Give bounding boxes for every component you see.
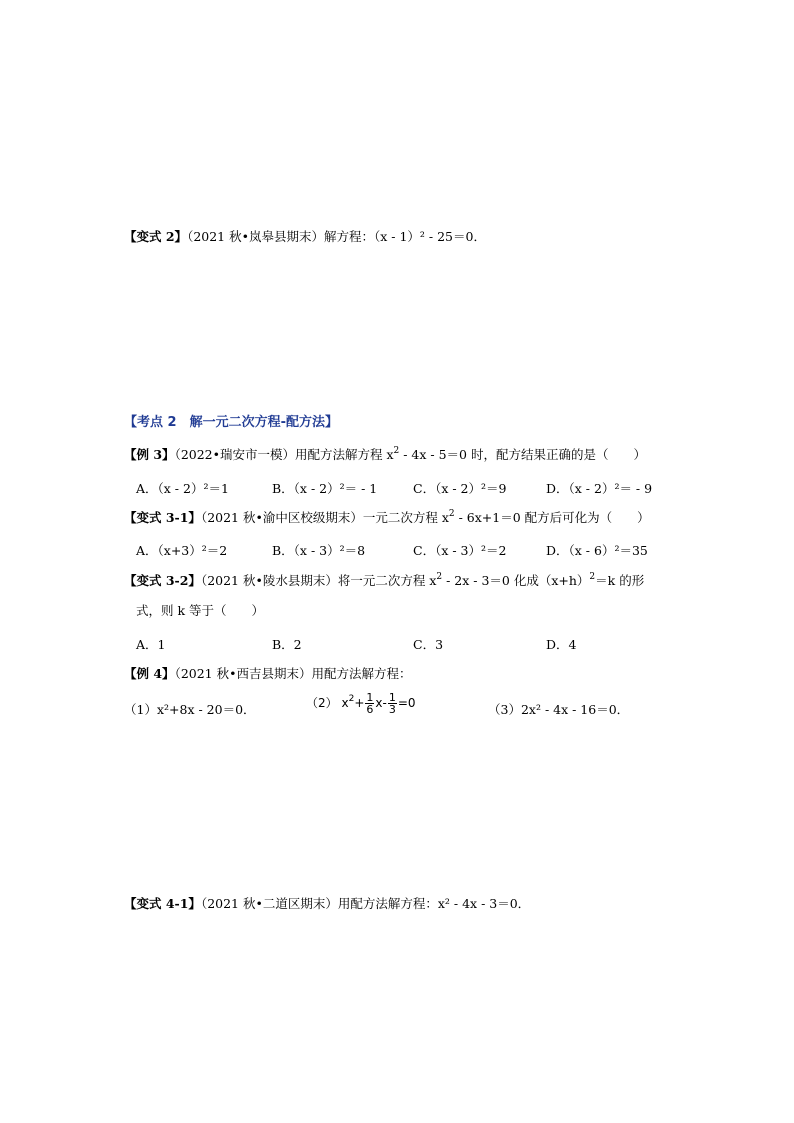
variant-4-1-question [124,896,530,912]
example-4-part-2-x-minus: x- [375,696,387,710]
fraction-one-sixth: $\frac{1}{6}$ [366,691,374,716]
fraction-one-third: $\frac{1}{3}$ [388,691,396,716]
example-3-source: （2022•瑞安市一模） [174,447,295,462]
variant-3-2-text-c: ＝k 的形 [595,573,645,588]
example-4-part-3: （3）2x² - 4x - 16＝0． [488,702,630,717]
example-4-part-2-x: x [341,696,349,710]
variant-3-2-source: （2021 秋•陵水县期末） [200,573,338,588]
example-3-question: 【例 3】（2022•瑞安市一模）用配方法解方程 $x^2 - 4x - 5=0$ 时，配方结果正确的是（ ） [124,446,646,462]
variant-3-2-question: 【变式 3-2】（2021 秋•陵水县期末）将一元二次方程 $x^2 - 2x - 3=0$ 化成$(x+h)^2=k$ 的形 [124,572,645,588]
variant-2-source: （2021 秋•岚皋县期末） [187,229,324,244]
variant-2-question [124,229,486,245]
example-4-part-2-label: （2） [306,696,338,710]
variant-2-tag: 【变式 2】 [124,229,188,244]
variant-3-2-option-a: A．1 [136,637,166,652]
variant-3-2-option-d: D．4 [546,637,577,652]
variant-4-1-source: （2021 秋•二道区期末） [200,896,338,911]
variant-3-2-question-cont: 式，则 k 等于（ ） [136,603,265,618]
example-4-question [124,666,412,682]
example-3-option-a: A．（x - 2）²＝1 [136,481,229,496]
variant-4-1-text: 用配方法解方程：x² - 4x - 3＝0． [337,896,531,911]
example-4-part-2-plus: + [354,696,365,710]
variant-3-1-source: （2021 秋•渝中区校级期末） [200,510,363,525]
section-heading: 【考点 2 解一元二次方程-配方法】 [124,415,338,430]
variant-3-2-option-b: B．2 [272,637,302,652]
example-3-text-b: - 4x - 5＝0 时，配方结果正确的是（ ） [399,447,646,462]
variant-3-1-question: 【变式 3-1】（2021 秋•渝中区校级期末）一元二次方程 $x^2 - 6x+1=0$ 配方后可化为（ ） [124,509,650,525]
example-4-part-2: （2） $x^2+$ $\frac{1}{6}$ x- $\frac{1}{3}$ =0 [306,691,416,716]
variant-4-1-tag: 【变式 4-1】 [124,896,201,911]
example-3-text-a: 用配方法解方程 x [295,447,394,462]
variant-3-1-option-a: A．（x+3）²＝2 [136,543,228,558]
variant-3-1-text-b: - 6x+1＝0 配方后可化为（ ） [454,510,650,525]
example-3-option-d: D．（x - 2）²＝ - 9 [546,481,653,496]
example-4-part-2-end: =0 [397,696,416,710]
example-3-tag: 【例 3】 [124,447,175,462]
variant-3-1-option-d: D．（x - 6）²＝35 [546,543,648,558]
example-4-part-1: （1）x²+8x - 20＝0． [124,702,256,717]
variant-2-text: 解方程：（x - 1）² - 25＝0． [323,229,486,244]
example-3-option-c: C．（x - 2）²＝9 [413,481,507,496]
example-4-text: 用配方法解方程： [311,666,412,681]
example-4-tag: 【例 4】 [124,666,175,681]
variant-3-2-text-b: - 2x - 3＝0 化成（x+h） [442,573,590,588]
variant-3-1-text-a: 一元二次方程 x [362,510,449,525]
variant-3-2-option-c: C．3 [413,637,444,652]
example-4-source: （2021 秋•西吉县期末） [174,666,312,681]
example-3-option-b: B．（x - 2）²＝ - 1 [272,481,378,496]
variant-3-1-option-c: C．（x - 3）²＝2 [413,543,507,558]
variant-3-1-option-b: B．（x - 3）²＝8 [272,543,366,558]
variant-3-2-text-a: 将一元二次方程 x [337,573,437,588]
variant-3-2-tag: 【变式 3-2】 [124,573,201,588]
variant-3-1-tag: 【变式 3-1】 [124,510,201,525]
